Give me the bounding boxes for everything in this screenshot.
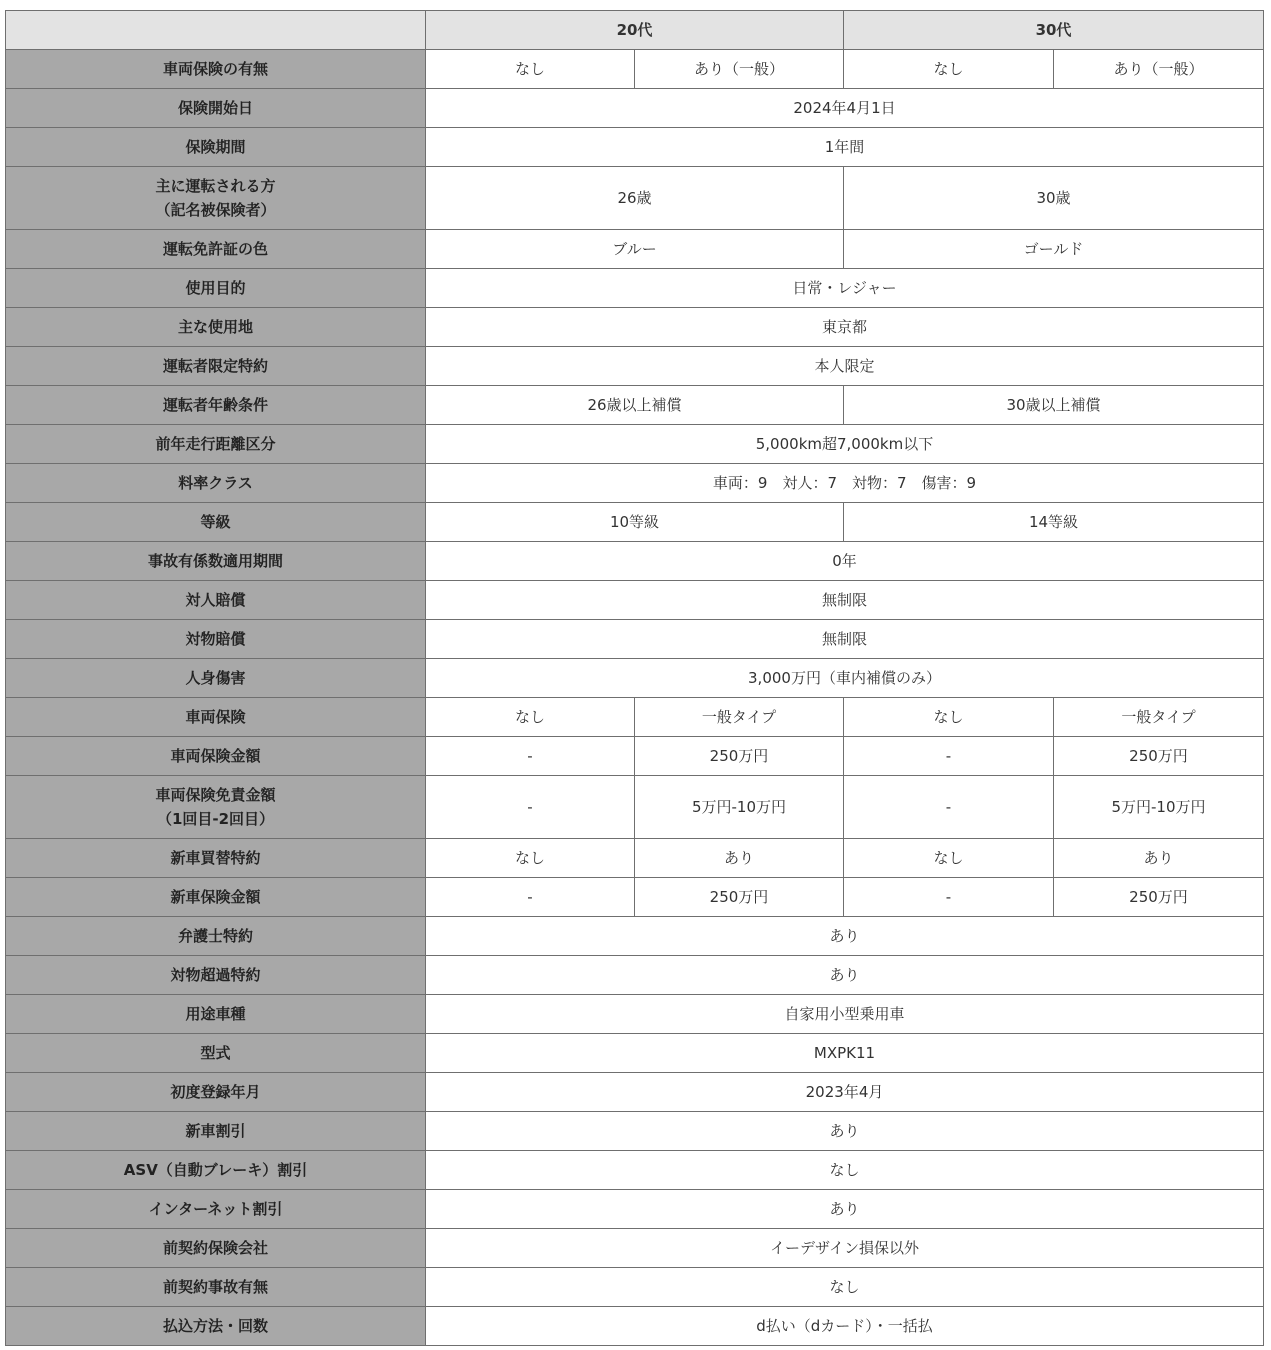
table-row — [6, 878, 1264, 917]
table-row — [6, 1190, 1264, 1229]
table-cell: - — [844, 737, 1054, 776]
table-row — [6, 917, 1264, 956]
table-row — [6, 698, 1264, 737]
table-cell: なし — [426, 50, 635, 89]
row-label: 弁護士特約 — [6, 917, 426, 956]
row-label: 車両保険の有無 — [6, 50, 426, 89]
table-cell: - — [844, 776, 1054, 839]
table-cell: 30歳 — [844, 167, 1264, 230]
header-age-30s: 30代 — [844, 11, 1264, 50]
table-cell: 250万円 — [635, 878, 844, 917]
row-label: 車両保険金額 — [6, 737, 426, 776]
row-label: 車両保険 — [6, 698, 426, 737]
table-cell: 一般タイプ — [1054, 698, 1264, 737]
table-cell: イーデザイン損保以外 — [426, 1229, 1264, 1268]
table-cell: あり（一般） — [635, 50, 844, 89]
row-label: 新車割引 — [6, 1112, 426, 1151]
table-cell: なし — [844, 50, 1054, 89]
table-cell: なし — [844, 698, 1054, 737]
table-cell: 東京都 — [426, 308, 1264, 347]
row-label: 事故有係数適用期間 — [6, 542, 426, 581]
table-cell: あり — [426, 956, 1264, 995]
row-label: 運転者年齢条件 — [6, 386, 426, 425]
table-row — [6, 542, 1264, 581]
table-header-row — [6, 11, 1264, 50]
row-label: 主な使用地 — [6, 308, 426, 347]
row-label: 等級 — [6, 503, 426, 542]
table-cell: 26歳以上補償 — [426, 386, 844, 425]
row-label: インターネット割引 — [6, 1190, 426, 1229]
table-cell: 3,000万円（車内補償のみ） — [426, 659, 1264, 698]
table-row — [6, 425, 1264, 464]
table-cell: あり（一般） — [1054, 50, 1264, 89]
row-label: 対物超過特約 — [6, 956, 426, 995]
table-row — [6, 1073, 1264, 1112]
row-label: 型式 — [6, 1034, 426, 1073]
table-cell: 250万円 — [635, 737, 844, 776]
row-label: 新車買替特約 — [6, 839, 426, 878]
table-cell: 日常・レジャー — [426, 269, 1264, 308]
table-cell: 0年 — [426, 542, 1264, 581]
row-label: 運転免許証の色 — [6, 230, 426, 269]
table-cell: - — [426, 878, 635, 917]
row-label: ASV（自動ブレーキ）割引 — [6, 1151, 426, 1190]
table-cell: 2024年4月1日 — [426, 89, 1264, 128]
table-cell: なし — [426, 1268, 1264, 1307]
table-body — [6, 50, 1264, 1346]
row-label: 人身傷害 — [6, 659, 426, 698]
table-row — [6, 503, 1264, 542]
table-cell: 10等級 — [426, 503, 844, 542]
table-cell: 1年間 — [426, 128, 1264, 167]
table-row — [6, 167, 1264, 230]
row-label: 対人賠償 — [6, 581, 426, 620]
row-label: 運転者限定特約 — [6, 347, 426, 386]
header-age-20s: 20代 — [426, 11, 844, 50]
row-label: 用途車種 — [6, 995, 426, 1034]
table-cell: 14等級 — [844, 503, 1264, 542]
table-row — [6, 737, 1264, 776]
table-row — [6, 1112, 1264, 1151]
table-cell: あり — [426, 1190, 1264, 1229]
table-row — [6, 464, 1264, 503]
table-cell: 車両：9 対人：7 対物：7 傷害：9 — [426, 464, 1264, 503]
table-cell: あり — [1054, 839, 1264, 878]
table-cell: 250万円 — [1054, 737, 1264, 776]
table-row — [6, 308, 1264, 347]
table-row — [6, 995, 1264, 1034]
table-row — [6, 1268, 1264, 1307]
table-cell: あり — [426, 917, 1264, 956]
table-cell: 5万円-10万円 — [1054, 776, 1264, 839]
row-label: 車両保険免責金額 （1回目-2回目） — [6, 776, 426, 839]
table-cell: 本人限定 — [426, 347, 1264, 386]
table-cell: d払い（dカード）・一括払 — [426, 1307, 1264, 1346]
table-cell: 250万円 — [1054, 878, 1264, 917]
row-label: 使用目的 — [6, 269, 426, 308]
table-cell: 5,000km超7,000km以下 — [426, 425, 1264, 464]
header-corner-cell — [6, 11, 426, 50]
table-cell: - — [844, 878, 1054, 917]
table-row — [6, 776, 1264, 839]
table-row — [6, 956, 1264, 995]
table-cell: なし — [844, 839, 1054, 878]
table-row — [6, 581, 1264, 620]
table-row — [6, 347, 1264, 386]
table-row — [6, 50, 1264, 89]
table-row — [6, 1034, 1264, 1073]
row-label: 前契約保険会社 — [6, 1229, 426, 1268]
table-cell: - — [426, 737, 635, 776]
table-row — [6, 386, 1264, 425]
table-cell: なし — [426, 698, 635, 737]
row-label: 対物賠償 — [6, 620, 426, 659]
table-cell: 2023年4月 — [426, 1073, 1264, 1112]
row-label: 払込方法・回数 — [6, 1307, 426, 1346]
table-cell: 26歳 — [426, 167, 844, 230]
table-row — [6, 620, 1264, 659]
table-row — [6, 269, 1264, 308]
table-cell: なし — [426, 839, 635, 878]
insurance-conditions-table — [5, 10, 1264, 1346]
table-row — [6, 839, 1264, 878]
table-row — [6, 89, 1264, 128]
row-label: 保険期間 — [6, 128, 426, 167]
table-cell: - — [426, 776, 635, 839]
table-cell: 30歳以上補償 — [844, 386, 1264, 425]
row-label: 新車保険金額 — [6, 878, 426, 917]
table-row — [6, 230, 1264, 269]
table-cell: ブルー — [426, 230, 844, 269]
row-label: 前契約事故有無 — [6, 1268, 426, 1307]
table-cell: MXPK11 — [426, 1034, 1264, 1073]
table-cell: あり — [635, 839, 844, 878]
table-row — [6, 1229, 1264, 1268]
row-label: 主に運転される方 （記名被保険者） — [6, 167, 426, 230]
table-cell: 無制限 — [426, 620, 1264, 659]
table-cell: 無制限 — [426, 581, 1264, 620]
table-cell: なし — [426, 1151, 1264, 1190]
row-label: 保険開始日 — [6, 89, 426, 128]
table-row — [6, 128, 1264, 167]
table-row — [6, 1151, 1264, 1190]
table-cell: ゴールド — [844, 230, 1264, 269]
table-row — [6, 1307, 1264, 1346]
row-label: 初度登録年月 — [6, 1073, 426, 1112]
table-cell: 自家用小型乗用車 — [426, 995, 1264, 1034]
row-label: 料率クラス — [6, 464, 426, 503]
table-cell: 一般タイプ — [635, 698, 844, 737]
table-cell: 5万円-10万円 — [635, 776, 844, 839]
row-label: 前年走行距離区分 — [6, 425, 426, 464]
table-row — [6, 659, 1264, 698]
table-cell: あり — [426, 1112, 1264, 1151]
